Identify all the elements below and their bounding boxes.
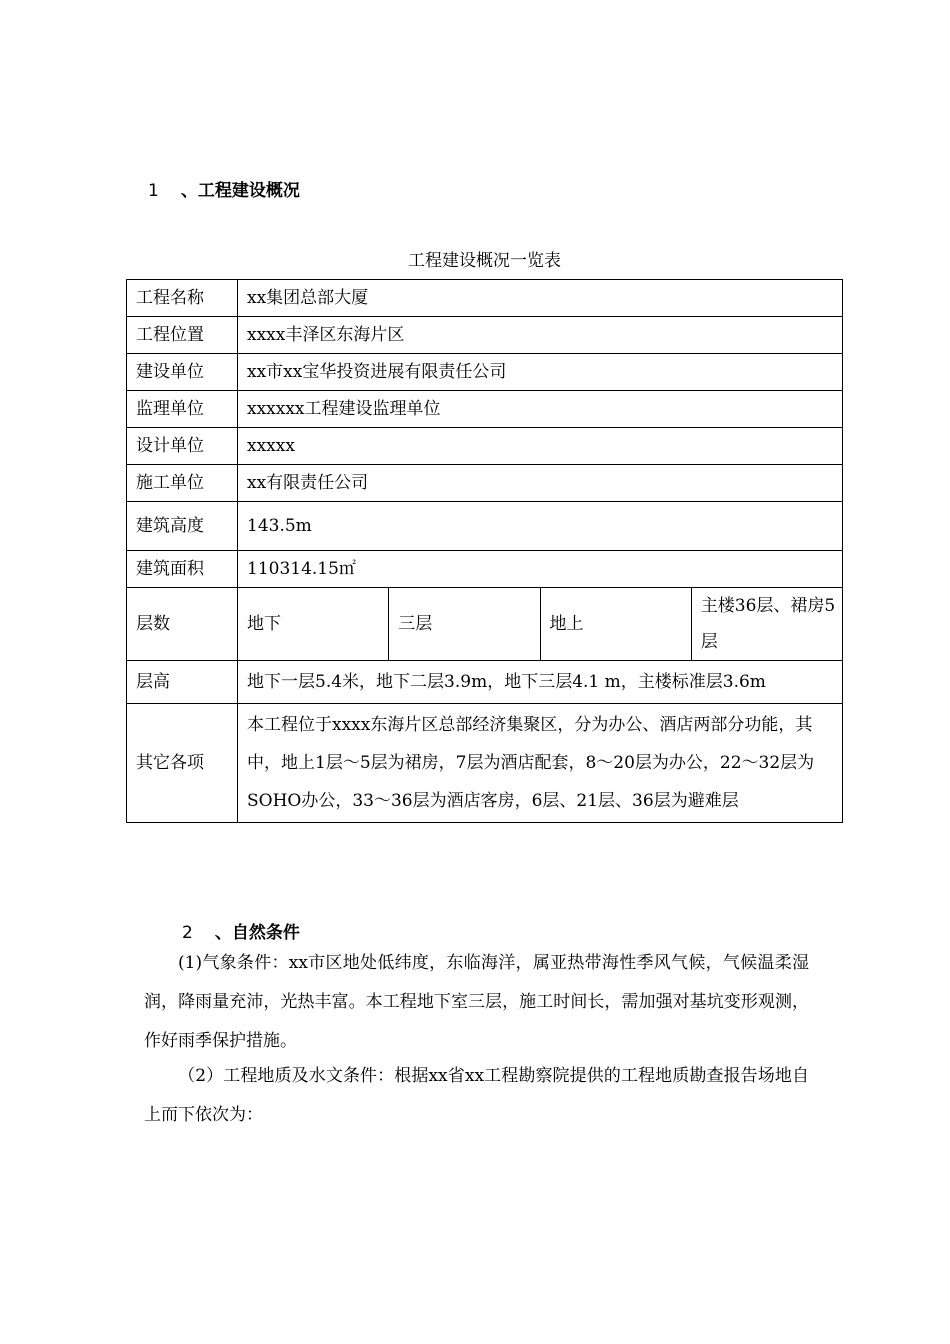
table-row <box>127 354 843 391</box>
floors-below-value: 三层 <box>389 588 540 661</box>
row-label: 工程位置 <box>127 317 238 354</box>
geology-paragraph <box>144 1057 809 1135</box>
table-row <box>127 391 843 428</box>
row-label: 建筑面积 <box>127 551 238 588</box>
other-items-value: 本工程位于xxxx东海片区总部经济集聚区，分为办公、酒店两部分功能，其中，地上1层～5层为裙房，7层为酒店配套，8～20层为办公，22～32层为SOHO办公，33～36层为酒店客房，6层、21层、36层为避难层 <box>238 704 843 823</box>
section-1-title: 、工程建设概况 <box>180 181 300 201</box>
row-value: xx集团总部大厦 <box>238 280 843 317</box>
row-value: 110314.15㎡ <box>238 551 843 588</box>
row-value: xxxx丰泽区东海片区 <box>238 317 843 354</box>
floor-height-label: 层高 <box>127 661 238 704</box>
section-2-heading <box>182 918 300 943</box>
row-label: 设计单位 <box>127 428 238 465</box>
row-value: xx市xx宝华投资进展有限责任公司 <box>238 354 843 391</box>
section-1-number: 1 <box>148 181 159 201</box>
row-label: 监理单位 <box>127 391 238 428</box>
section-2-number: 2 <box>182 923 193 943</box>
row-label: 施工单位 <box>127 465 238 502</box>
table-row <box>127 502 843 551</box>
row-value: xxxxx <box>238 428 843 465</box>
other-items-label: 其它各项 <box>127 704 238 823</box>
table-row <box>127 280 843 317</box>
other-items-row <box>127 704 843 823</box>
row-value: xx有限责任公司 <box>238 465 843 502</box>
row-value: 143.5m <box>238 502 843 551</box>
row-value: xxxxxx工程建设监理单位 <box>238 391 843 428</box>
table-row <box>127 317 843 354</box>
floor-height-value: 地下一层5.4米，地下二层3.9m，地下三层4.1 m，主楼标准层3.6m <box>238 661 843 704</box>
table-caption: 工程建设概况一览表 <box>408 251 561 271</box>
row-label: 建筑高度 <box>127 502 238 551</box>
climate-paragraph <box>144 944 809 1061</box>
floors-below-label: 地下 <box>238 588 389 661</box>
table-row <box>127 428 843 465</box>
row-label: 建设单位 <box>127 354 238 391</box>
floors-above-value: 主楼36层、裙房5层 <box>691 588 842 661</box>
project-overview-table <box>126 279 843 823</box>
section-1-heading <box>148 176 300 201</box>
row-label: 工程名称 <box>127 280 238 317</box>
floors-above-label: 地上 <box>540 588 691 661</box>
floor-height-row <box>127 661 843 704</box>
geology-paragraph-text: （2）工程地质及水文条件：根据xx省xx工程勘察院提供的工程地质勘查报告场地自上而下依次为： <box>144 1066 809 1125</box>
floors-row <box>127 588 843 661</box>
table-row <box>127 551 843 588</box>
table-row <box>127 465 843 502</box>
climate-paragraph-text: (1)气象条件：xx市区地处低纬度，东临海洋，属亚热带海性季风气候，气候温柔湿润，降雨量充沛，光热丰富。本工程地下室三层，施工时间长，需加强对基坑变形观测，作好雨季保护措施。 <box>144 953 809 1051</box>
floors-label: 层数 <box>127 588 238 661</box>
section-2-title: 、自然条件 <box>214 923 300 943</box>
